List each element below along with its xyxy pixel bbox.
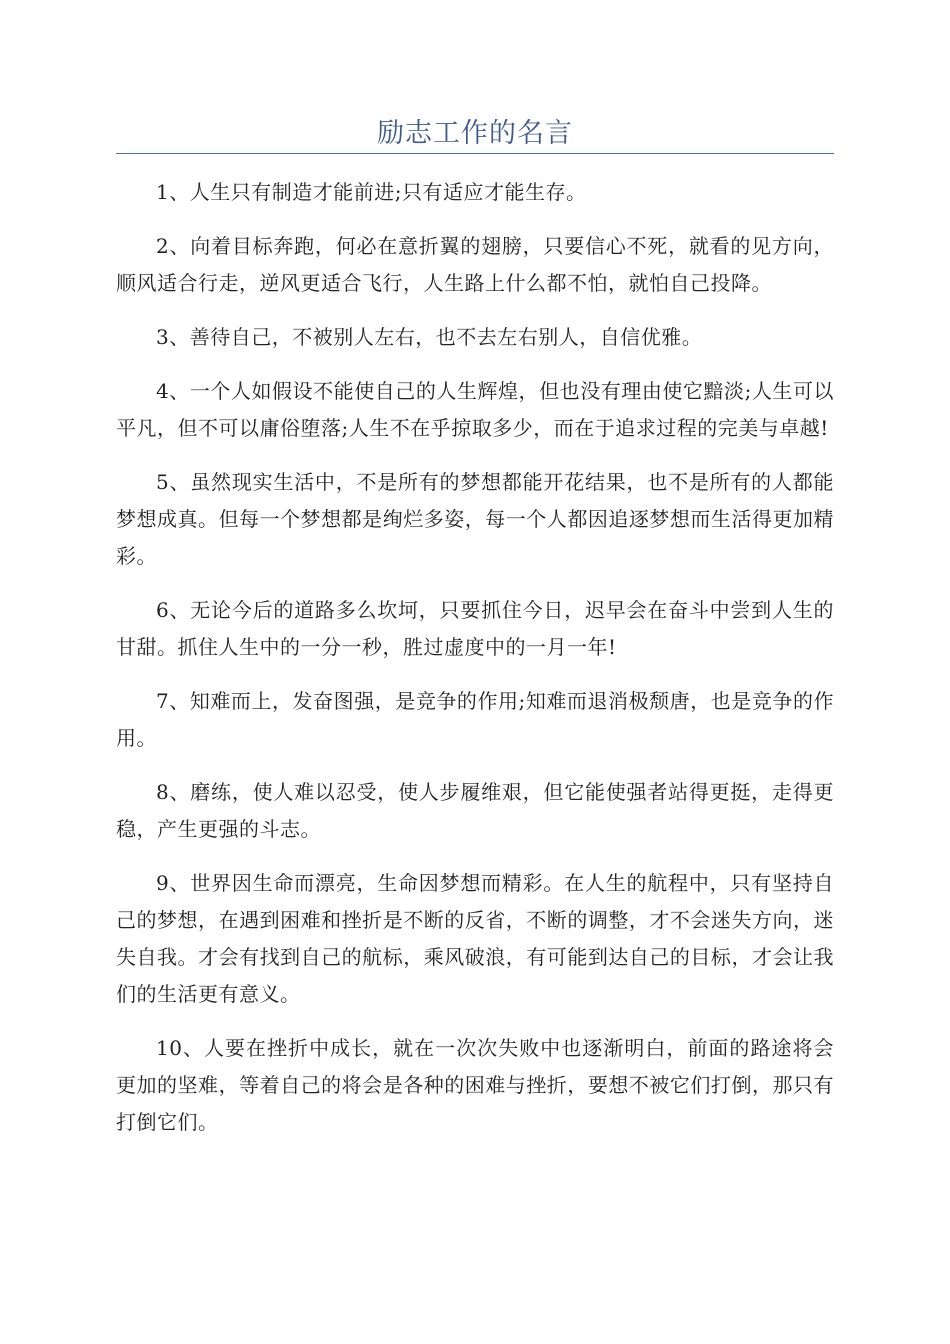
quote-paragraph-10: 10、人要在挫折中成长，就在一次次失败中也逐渐明白，前面的路途将会更加的坚难，等着自己的将会是各种的困难与挫折，要想不被它们打倒，那只有打倒它们。	[116, 1036, 834, 1134]
quote-paragraph-7: 7、知难而上，发奋图强，是竞争的作用;知难而退消极颓唐，也是竞争的作用。	[116, 689, 834, 750]
document-title: 励志工作的名言	[377, 118, 573, 149]
quote-paragraph-2: 2、向着目标奔跑，何必在意折翼的翅膀，只要信心不死，就看的见方向，顺风适合行走，逆风更适合飞行，人生路上什么都不怕，就怕自己投降。	[116, 234, 834, 295]
document-body	[116, 174, 834, 1158]
quote-paragraph-9: 9、世界因生命而漂亮，生命因梦想而精彩。在人生的航程中，只有坚持自己的梦想，在遇到困难和挫折是不断的反省，不断的调整，才不会迷失方向，迷失自我。才会有找到自己的航标，乘风破浪，有可能到达自己的目标，才会让我们的生活更有意义。	[116, 871, 834, 1006]
quote-paragraph-6: 6、无论今后的道路多么坎坷，只要抓住今日，迟早会在奋斗中尝到人生的甘甜。抓住人生中的一分一秒，胜过虚度中的一月一年!	[116, 598, 834, 659]
quote-paragraph-3: 3、善待自己，不被别人左右，也不去左右别人，自信优雅。	[156, 325, 703, 349]
title-underline	[116, 153, 834, 154]
quote-paragraph-4: 4、一个人如假设不能使自己的人生辉煌，但也没有理由使它黯淡;人生可以平凡，但不可以庸俗堕落;人生不在乎掠取多少，而在于追求过程的完美与卓越!	[116, 379, 834, 440]
quote-paragraph-1: 1、人生只有制造才能前进;只有适应才能生存。	[156, 180, 587, 204]
quote-paragraph-5: 5、虽然现实生活中，不是所有的梦想都能开花结果，也不是所有的人都能梦想成真。但每一个梦想都是绚烂多姿，每一个人都因追逐梦想而生活得更加精彩。	[116, 470, 834, 568]
quote-paragraph-8: 8、磨练，使人难以忍受，使人步履维艰，但它能使强者站得更挺，走得更稳，产生更强的斗志。	[116, 780, 834, 841]
